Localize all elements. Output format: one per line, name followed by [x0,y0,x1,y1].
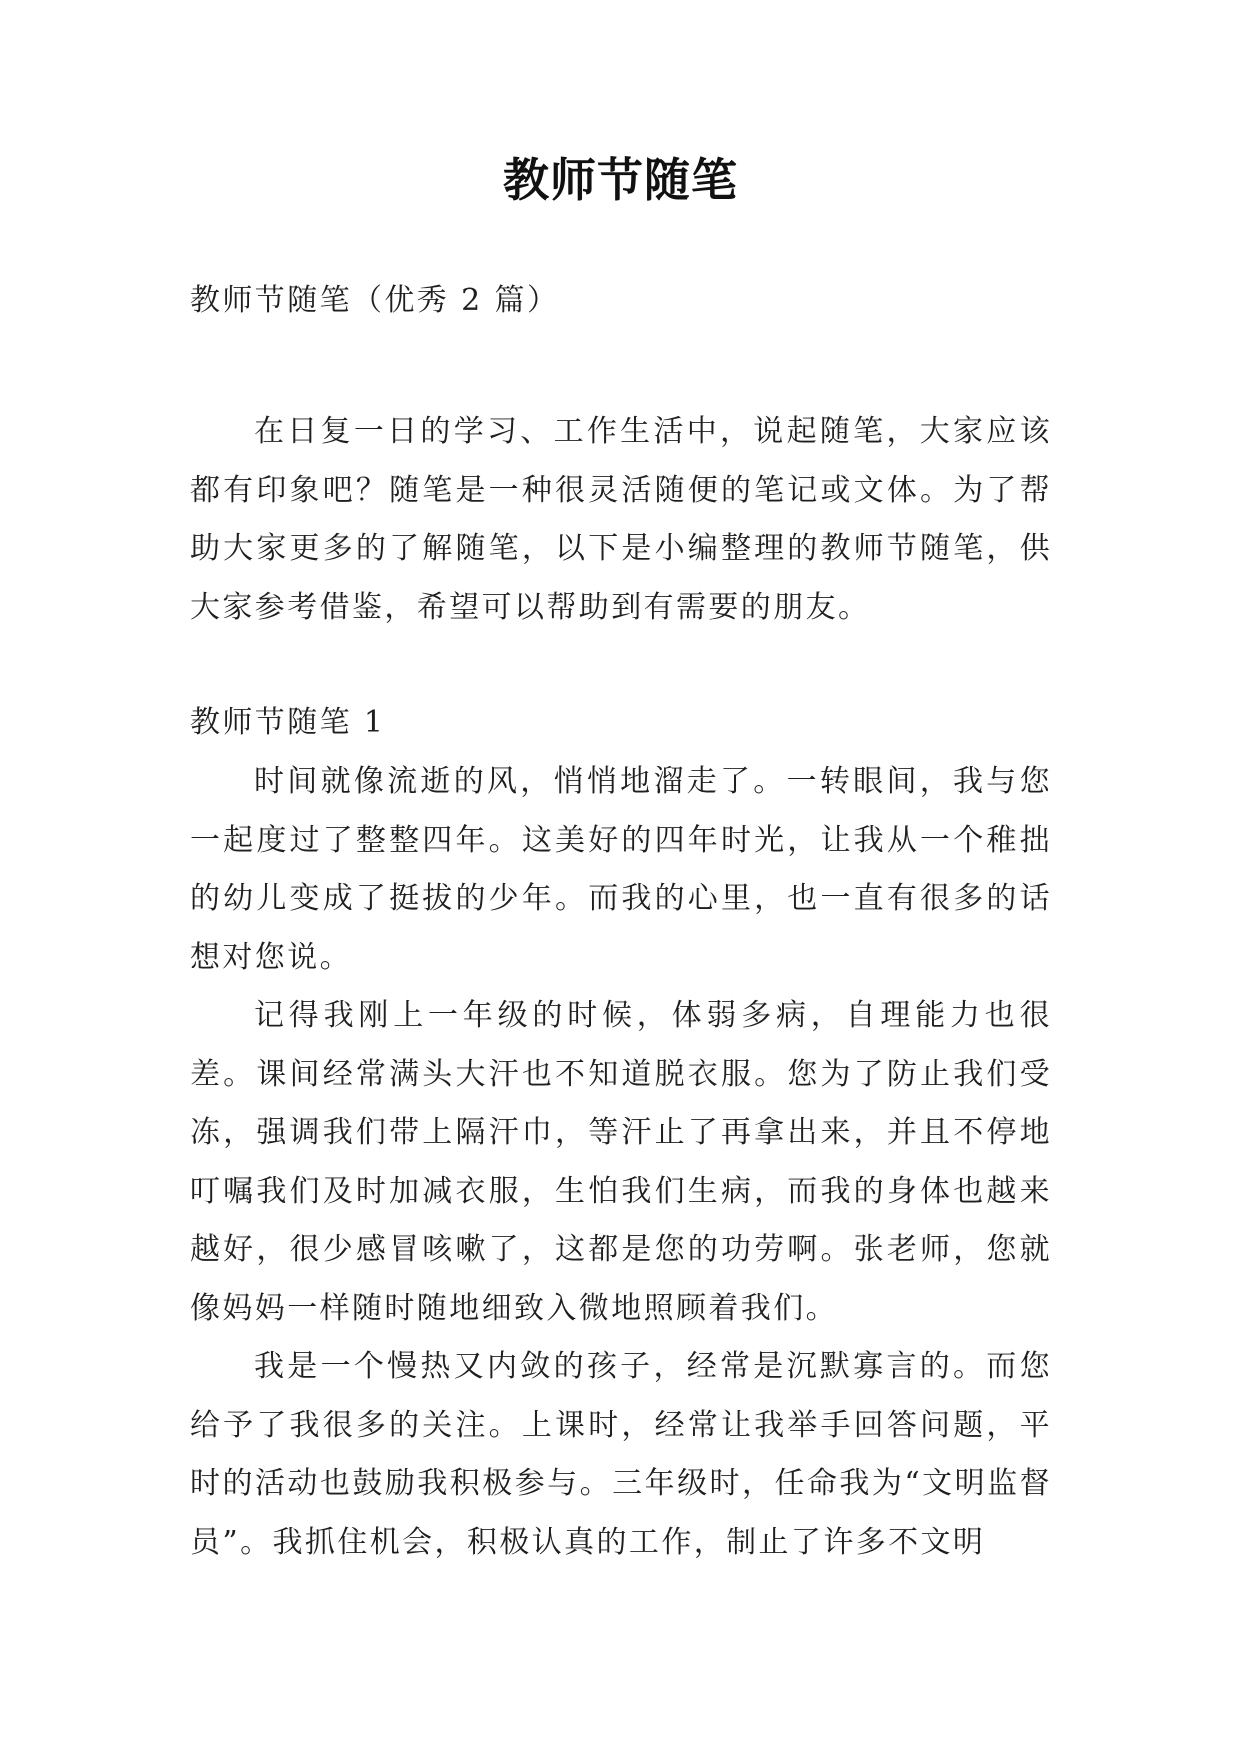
section-body [190,753,1052,1572]
body-paragraph: 我是一个慢热又内敛的孩子，经常是沉默寡言的。而您给予了我很多的关注。上课时，经常让我举手回答问题，平时的活动也鼓励我积极参与。三年级时，任命我为“文明监督员”。我抓住机会，积极认真的工作，制止了许多不文明 [190,1349,1052,1560]
body-paragraph: 记得我刚上一年级的时候，体弱多病，自理能力也很差。课间经常满头大汗也不知道脱衣服。您为了防止我们受冻，强调我们带上隔汗巾，等汗止了再拿出来，并且不停地叮嘱我们及时加减衣服，生怕我们生病，而我的身体也越来越好，很少感冒咳嗽了，这都是您的功劳啊。张老师，您就像妈妈一样随时随地细致入微地照顾着我们。 [190,998,1052,1326]
section-heading: 教师节随笔 1 [190,705,386,740]
body-paragraph: 时间就像流逝的风，悄悄地溜走了。一转眼间，我与您一起度过了整整四年。这美好的四年时光，让我从一个稚拙的幼儿变成了挺拔的少年。而我的心里，也一直有很多的话想对您说。 [190,764,1052,975]
intro-paragraph: 在日复一日的学习、工作生活中，说起随笔，大家应该都有印象吧？随笔是一种很灵活随便的笔记或文体。为了帮助大家更多的了解随笔，以下是小编整理的教师节随笔，供大家参考借鉴，希望可以帮助到有需要的朋友。 [190,414,1052,625]
document-title: 教师节随笔 [503,153,738,207]
document-subtitle: 教师节随笔（优秀 2 篇） [190,283,560,318]
